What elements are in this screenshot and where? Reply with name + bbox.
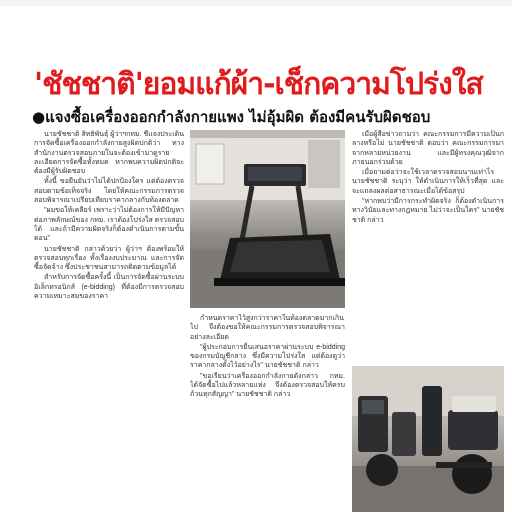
- subheadline-text: แจงซื้อเครื่องออกกำลังกายแพง ไม่อุ้มผิด ต้องมีคนรับผิดชอบ: [45, 108, 431, 126]
- article-column-3: [352, 130, 504, 362]
- paragraph: "หากพบว่ามีการกระทำผิดจริง ก็ต้องดำเนินการทางวินัยและทางกฎหมาย ไม่ว่าจะเป็นใคร" นายชัชชาติ กล่าว: [352, 198, 504, 224]
- paragraph: "ขอเรียนว่าเครื่องออกกำลังกายดังกล่าว กทม. ได้จัดซื้อไปแล้วหลายแห่ง จึงต้องตรวจสอบให้ครบถ้วนทุกสัญญา" นายชัชชาติ กล่าว: [190, 372, 345, 399]
- exercise-bike-illustration: [352, 366, 504, 512]
- headline: 'ชัชชาติ'ยอมแก้ผ้า-เช็กความโปร่งใส: [34, 67, 483, 102]
- paragraph: นายชัชชาติ กล่าวด้วยว่า ผู้ว่าฯ ต้องพร้อมให้ตรวจสอบทุกเรื่อง ทั้งเรื่องงบประมาณ และการจัดซื้อจัดจ้าง ซึ่งประชาชนสามารถติดตามข้อมูลได้: [34, 245, 184, 272]
- article-column-1: [34, 130, 184, 512]
- paragraph: เมื่อถามต่อว่าจะใช้เวลาตรวจสอบนานเท่าไร นายชัชชาติ ระบุว่า ให้ดำเนินการให้เร็วที่สุด และจะแถลงผลต่อสาธารณะเมื่อได้ข้อสรุป: [352, 169, 504, 195]
- paragraph: "ผมขอให้เคลียร์ เพราะว่าไม่ต้องการให้มีปัญหาต่อภาพลักษณ์ของ กทม. เราต้องโปร่งใส ตรวจสอบได้ และถ้ามีความผิดจริงก็ต้องดำเนินการตามขั้นตอน": [34, 207, 184, 243]
- bullet-icon: ●: [32, 108, 46, 126]
- treadmill-photo: [190, 130, 345, 308]
- paragraph: กำหนดราคาไว้สูงกว่าราคาในท้องตลาดมากเกินไป จึงต้องขอให้คณะกรรมการตรวจสอบพิจารณาอย่างละเอียด: [190, 315, 345, 341]
- page-top-strip: [0, 0, 512, 6]
- paragraph: ทั้งนี้ ขอยืนยันว่าไม่ได้ปกป้องใคร แต่ต้องตรวจสอบตามข้อเท็จจริง โดยให้คณะกรรมการตรวจสอบพิจารณาเปรียบเทียบราคากลางกับท้องตลาด: [34, 178, 184, 205]
- paragraph: เมื่อผู้สื่อข่าวถามว่า คณะกรรมการมีความเป็นกลางหรือไม่ นายชัชชาติ ตอบว่า คณะกรรมการมาจากหลายหน่วยงาน และมีผู้ทรงคุณวุฒิจากภายนอกร่วมด้วย: [352, 131, 504, 166]
- exercise-bikes-photo: [352, 366, 504, 512]
- paragraph: สำหรับการจัดซื้อครั้งนี้ เป็นการจัดซื้อผ่านระบบอิเล็กทรอนิกส์ (e-bidding) ที่ต้องมีการตรวจสอบความเหมาะสมของราคา: [34, 274, 184, 301]
- article-column-2: [190, 314, 345, 512]
- paragraph: นายชัชชาติ สิทธิพันธุ์ ผู้ว่าฯกทม. ชี้แจงประเด็นการจัดซื้อเครื่องออกกำลังกายสูงผิดปกติว่า ทางสำนักงานตรวจสอบภายในจะต้องเข้ามาดูรายละเอียดการจัดซื้อทั้งหมด หากพบความผิดปกติจะต้องมีผู้รับผิดชอบ: [34, 131, 184, 176]
- subheadline: [32, 106, 506, 128]
- treadmill-illustration: [190, 130, 345, 308]
- paragraph: "ผู้ประกอบการยื่นเสนอราคาผ่านระบบ e-bidding ของกรมบัญชีกลาง ซึ่งมีความโปร่งใส แต่ต้องดูว่าราคากลางตั้งไว้อย่างไร" นายชัชชาติ กล่าว: [190, 343, 345, 370]
